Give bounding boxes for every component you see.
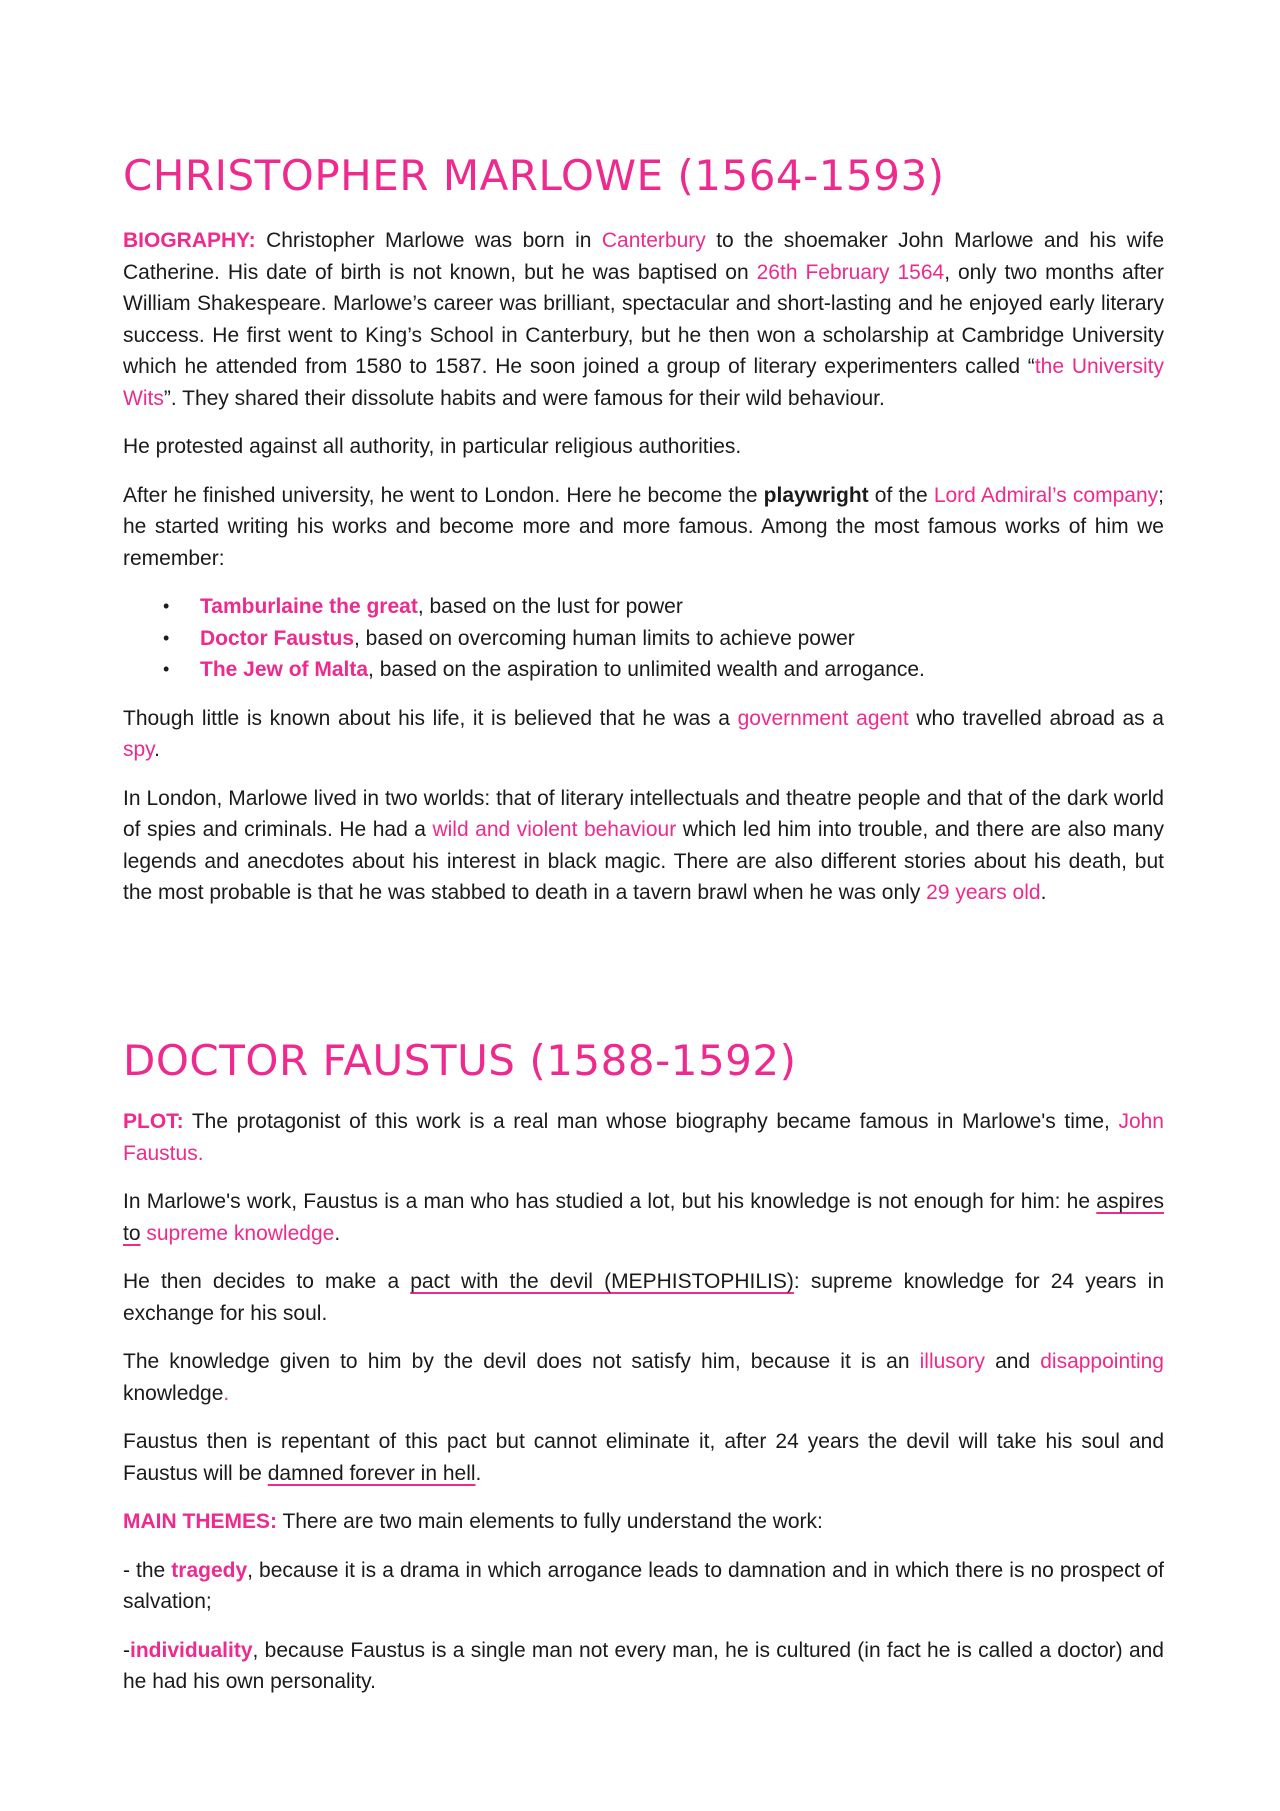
repentant-paragraph: [123, 1426, 1164, 1489]
bold-playwright: playwright: [763, 483, 869, 507]
bold-tragedy: tragedy: [171, 1558, 248, 1582]
text-run: and: [984, 1350, 1041, 1373]
text-run: Though little is known about his life, it is believed that he was a: [123, 706, 738, 730]
underline-aspires-to: aspires to: [123, 1190, 1164, 1245]
faustus-section-body: [123, 1106, 1164, 1715]
themes-paragraph: [123, 1506, 1164, 1538]
underline-pact-with-devil: pact with the devil (MEPHISTOPHILIS): [410, 1270, 794, 1293]
individuality-paragraph: [123, 1635, 1164, 1698]
text-run: , because it is a drama in which arrogance leads to damnation and in which there is no prospect of salvation;: [123, 1558, 1164, 1613]
bullet-icon: •: [163, 596, 170, 616]
work-title: Doctor Faustus: [200, 626, 355, 650]
text-run: After he finished university, he went to London. Here he become the: [123, 483, 764, 507]
text-run: The protagonist of this work is a real man whose biography became famous in Marlowe's time,: [183, 1110, 1119, 1133]
work-title: Tamburlaine the great: [200, 595, 418, 618]
pink-period: .: [223, 1381, 230, 1405]
two-worlds-paragraph: [123, 783, 1164, 909]
text-run: ”. They shared their dissolute habits and were famous for their wild behaviour.: [163, 386, 885, 410]
agent-paragraph: [123, 703, 1164, 766]
themes-label: MAIN THEMES:: [123, 1510, 277, 1533]
work-description: , based on the lust for power: [417, 595, 683, 618]
illusory-paragraph: [123, 1346, 1164, 1409]
text-run: .: [334, 1221, 341, 1245]
knowledge-paragraph: [123, 1186, 1164, 1249]
marlowe-section-body: [123, 225, 1164, 926]
plot-label: PLOT:: [123, 1110, 184, 1133]
text-run: Christopher Marlowe was born in: [255, 229, 602, 252]
bullet-icon: •: [163, 627, 170, 648]
highlight-john-faustus: John Faustus.: [123, 1110, 1164, 1165]
work-description: , based on overcoming human limits to achieve power: [354, 626, 855, 650]
text-run: He then decides to make a: [123, 1270, 411, 1293]
text-run: : supreme knowledge for 24 years in exchange for his soul.: [123, 1270, 1164, 1325]
list-item: [123, 591, 1164, 623]
bold-individuality: individuality: [130, 1638, 253, 1662]
biography-paragraph: [123, 225, 1164, 414]
pact-paragraph: [123, 1266, 1164, 1329]
work-description: , based on the aspiration to unlimited wealth and arrogance.: [368, 658, 925, 681]
text-run: , only two months after William Shakespeare. Marlowe’s career was brilliant, spectacular and short-lasting and he enjoyed early literary success. He first went to King’s School in Canterbury, but he then won a scholarship at Cambridge University which he attended from 1580 to 1587. He soon joined a group of literary experimenters called “: [123, 260, 1164, 378]
text-run: knowledge: [123, 1381, 224, 1405]
text-run: .: [475, 1461, 482, 1485]
highlight-illusory: illusory: [919, 1350, 985, 1373]
text-run: , because Faustus is a single man not every man, he is cultured (in fact he is called a doctor) and he had his own personality.: [123, 1638, 1164, 1693]
bullet-icon: •: [163, 659, 170, 679]
text-run: ; he started writing his works and become more and more famous. Among the most famous works of him we remember:: [123, 483, 1164, 570]
text-run: - the: [123, 1558, 172, 1582]
text-run: Faustus then is repentant of this pact but cannot eliminate it, after 24 years the devil will take his soul and Faustus will be: [123, 1430, 1164, 1485]
list-item: [123, 623, 1164, 655]
highlight-university-wits: the University Wits: [123, 355, 1164, 410]
highlight-age: 29 years old: [926, 881, 1041, 904]
tragedy-paragraph: [123, 1555, 1164, 1618]
highlight-birth-date: 26th February 1564: [756, 260, 945, 284]
underline-damned-forever: damned forever in hell: [267, 1461, 476, 1485]
work-title: The Jew of Malta: [200, 658, 369, 681]
highlight-government-agent: government agent: [737, 706, 909, 730]
highlight-wild-behaviour: wild and violent behaviour: [432, 818, 677, 841]
works-list: [123, 591, 1164, 686]
protest-paragraph: He protested against all authority, in particular religious authorities.: [123, 435, 742, 458]
highlight-supreme-knowledge: supreme knowledge: [146, 1221, 335, 1245]
text-run: .: [154, 738, 160, 761]
highlight-spy: spy: [123, 738, 155, 761]
highlight-canterbury: Canterbury: [601, 229, 706, 252]
highlight-disappointing: disappointing: [1040, 1350, 1164, 1373]
text-run: -: [123, 1638, 130, 1662]
text-run: of the: [868, 483, 934, 507]
text-run: In London, Marlowe lived in two worlds: that of literary intellectuals and theatre people and that of the dark world of spies and criminals. He had a: [123, 786, 1164, 841]
list-item: [123, 654, 1164, 686]
text-run: The knowledge given to him by the devil does not satisfy him, because it is an: [123, 1350, 920, 1373]
highlight-lord-admirals-company: Lord Admiral’s company: [933, 483, 1159, 507]
section-title-faustus: DOCTOR FAUSTUS (1588-1592): [123, 1036, 797, 1085]
text-run: There are two main elements to fully understand the work:: [277, 1510, 823, 1533]
text-run: to the shoemaker John Marlowe and his wife Catherine. His date of birth is not known, but he was baptised on: [123, 229, 1164, 284]
london-paragraph: [123, 480, 1164, 575]
text-run: In Marlowe's work, Faustus is a man who has studied a lot, but his knowledge is not enough for him: he: [123, 1190, 1097, 1213]
text-run: .: [1040, 881, 1047, 904]
section-title-marlowe: CHRISTOPHER MARLOWE (1564-1593): [123, 151, 945, 200]
biography-label: BIOGRAPHY:: [123, 229, 256, 252]
plot-paragraph: [123, 1106, 1164, 1169]
text-run: who travelled abroad as a: [908, 706, 1164, 730]
text-run: which led him into trouble, and there are also many legends and anecdotes about his interest in black magic. There are also different stories about his death, but the most probable is that he was stabbed to death in a tavern brawl when he was only: [123, 818, 1164, 904]
